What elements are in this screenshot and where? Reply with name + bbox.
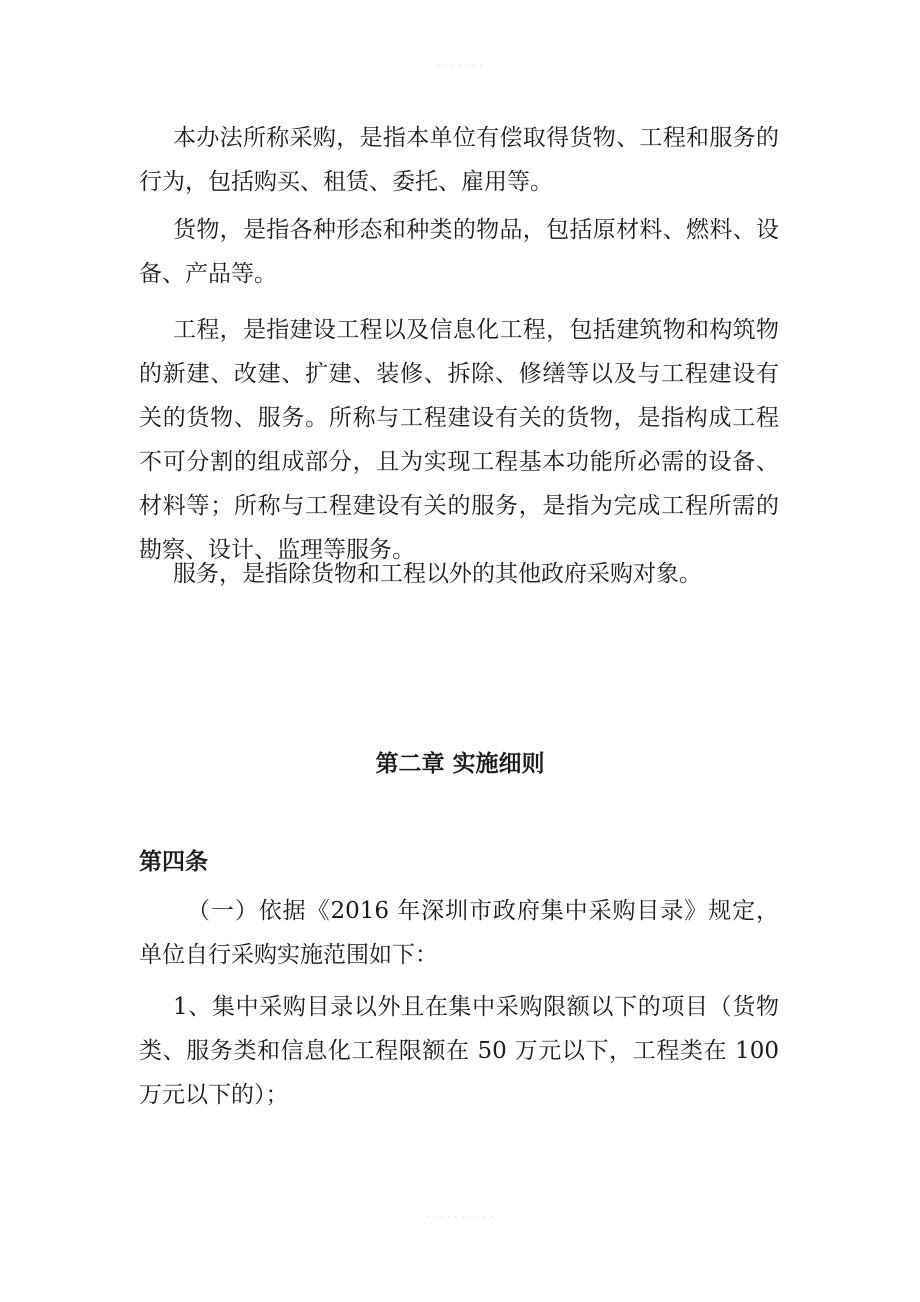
paragraph-goods-definition: 货物，是指各种形态和种类的物品，包括原材料、燃料、设备、产品等。 [139,217,779,287]
paragraph-article-item-1: （一）依据《2016 年深圳市政府集中采购目录》规定，单位自行采购实施范围如下： [139,898,779,968]
paragraph-procurement-definition: 本办法所称采购，是指本单位有偿取得货物、工程和服务的行为，包括购买、租赁、委托、雇用等。 [139,125,779,195]
page-header-mark: · · · · · · · [436,62,484,71]
chapter-title: 第二章 实施细则 [375,751,545,777]
paragraph-services-definition: 服务，是指除货物和工程以外的其他政府采购对象。 [173,561,702,587]
paragraph-article-item-1-1: 1、集中采购目录以外且在集中采购限额以下的项目（货物类、服务类和信息化工程限额在 50 万元以下，工程类在 100 万元以下的）； [139,994,779,1108]
article-title: 第四条 [139,849,208,875]
page-footer-mark: · · · · · · · · · · [426,1213,494,1222]
paragraph-works-definition: 工程，是指建设工程以及信息化工程，包括建筑物和构筑物的新建、改建、扩建、装修、拆除、修缮等以及与工程建设有关的货物、服务。所称与工程建设有关的货物，是指构成工程不可分割的组成部分，且为实现工程基本功能所必需的设备、材料等；所称与工程建设有关的服务，是指为完成工程所需的勘察、设计、监理等服务。 [139,317,779,563]
